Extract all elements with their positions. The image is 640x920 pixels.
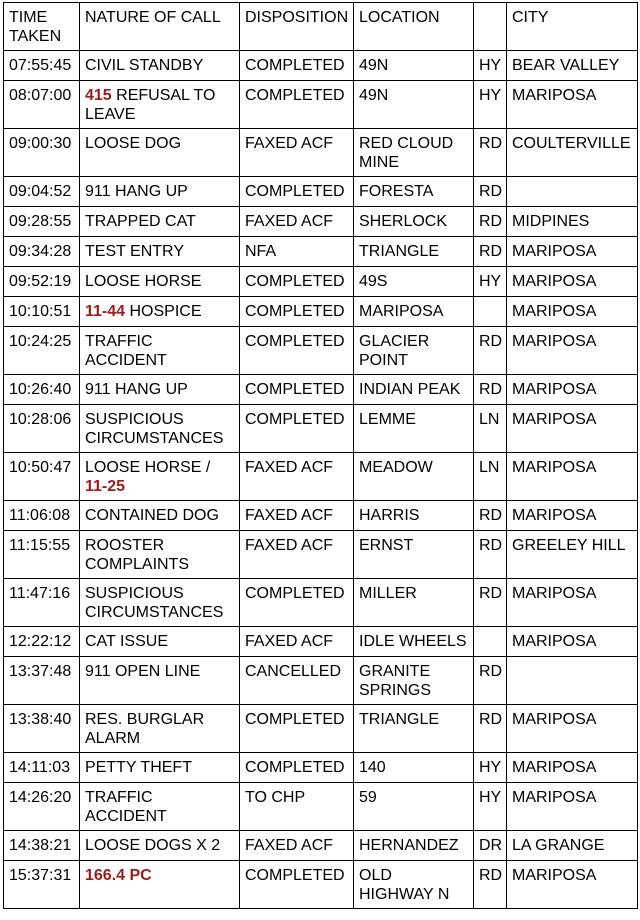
- table-row: [4, 627, 638, 657]
- cell-time: 11:06:08: [4, 501, 80, 531]
- cell-disposition: COMPLETED: [240, 375, 354, 405]
- cell-suffix: HY: [474, 51, 507, 81]
- cell-time: 13:37:48: [4, 657, 80, 705]
- cell-city: [507, 177, 638, 207]
- cell-disposition: COMPLETED: [240, 579, 354, 627]
- table-row: [4, 453, 638, 501]
- cell-nature: [80, 861, 240, 909]
- cell-time: 07:55:45: [4, 51, 80, 81]
- cell-city: MARIPOSA: [507, 297, 638, 327]
- cell-disposition: COMPLETED: [240, 267, 354, 297]
- nature-text: 911 HANG UP: [85, 183, 188, 200]
- header-location: LOCATION: [354, 3, 474, 51]
- cell-suffix: RD: [474, 207, 507, 237]
- nature-text: CAT ISSUE: [85, 633, 168, 650]
- cell-disposition: COMPLETED: [240, 861, 354, 909]
- cell-suffix: HY: [474, 267, 507, 297]
- cell-suffix: RD: [474, 327, 507, 375]
- table-row: [4, 177, 638, 207]
- cell-nature: [80, 753, 240, 783]
- cell-time: 09:34:28: [4, 237, 80, 267]
- cell-disposition: FAXED ACF: [240, 627, 354, 657]
- cell-time: 13:38:40: [4, 705, 80, 753]
- cell-location: 49S: [354, 267, 474, 297]
- cell-city: MARIPOSA: [507, 405, 638, 453]
- cell-location: IDLE WHEELS: [354, 627, 474, 657]
- cell-nature: [80, 327, 240, 375]
- cell-city: MARIPOSA: [507, 267, 638, 297]
- table-row: [4, 297, 638, 327]
- cell-nature: [80, 501, 240, 531]
- cell-location: 49N: [354, 51, 474, 81]
- cell-location: ERNST: [354, 531, 474, 579]
- cell-suffix: RD: [474, 861, 507, 909]
- cell-time: 15:37:31: [4, 861, 80, 909]
- cell-time: 14:11:03: [4, 753, 80, 783]
- table-row: [4, 129, 638, 177]
- nature-text: SUSPICIOUS CIRCUMSTANCES: [85, 411, 224, 447]
- cell-nature: [80, 405, 240, 453]
- call-code: 415: [85, 87, 112, 104]
- cell-suffix: RD: [474, 375, 507, 405]
- cell-time: 10:10:51: [4, 297, 80, 327]
- table-row: [4, 753, 638, 783]
- cell-suffix: LN: [474, 453, 507, 501]
- cell-location: MARIPOSA: [354, 297, 474, 327]
- cell-city: MARIPOSA: [507, 783, 638, 831]
- cell-city: COULTERVILLE: [507, 129, 638, 177]
- cell-city: MARIPOSA: [507, 81, 638, 129]
- cell-time: 10:24:25: [4, 327, 80, 375]
- cell-disposition: COMPLETED: [240, 753, 354, 783]
- cell-disposition: COMPLETED: [240, 405, 354, 453]
- cell-disposition: FAXED ACF: [240, 453, 354, 501]
- cell-disposition: FAXED ACF: [240, 831, 354, 861]
- nature-text: RES. BURGLAR ALARM: [85, 711, 205, 747]
- cell-nature: [80, 207, 240, 237]
- cell-disposition: COMPLETED: [240, 81, 354, 129]
- cell-disposition: COMPLETED: [240, 297, 354, 327]
- nature-text: 911 HANG UP: [85, 381, 188, 398]
- cell-location: INDIAN PEAK: [354, 375, 474, 405]
- nature-text: TRAPPED CAT: [85, 213, 196, 230]
- nature-text: 911 OPEN LINE: [85, 663, 201, 680]
- cell-suffix: RD: [474, 129, 507, 177]
- cell-time: 09:00:30: [4, 129, 80, 177]
- call-code: 11-44: [85, 303, 126, 320]
- nature-text: TEST ENTRY: [85, 243, 184, 260]
- cell-location: FORESTA: [354, 177, 474, 207]
- cell-location: MILLER: [354, 579, 474, 627]
- cell-city: [507, 657, 638, 705]
- table-row: [4, 861, 638, 909]
- cell-time: 14:26:20: [4, 783, 80, 831]
- nature-text: PETTY THEFT: [85, 759, 192, 776]
- cell-city: GREELEY HILL: [507, 531, 638, 579]
- header-row: [4, 3, 638, 51]
- cell-city: MARIPOSA: [507, 753, 638, 783]
- cell-time: 11:15:55: [4, 531, 80, 579]
- cell-nature: [80, 237, 240, 267]
- call-code: 166.4 PC: [85, 867, 152, 884]
- cell-time: 11:47:16: [4, 579, 80, 627]
- cell-location: TRIANGLE: [354, 705, 474, 753]
- cell-nature: [80, 705, 240, 753]
- cell-suffix: [474, 627, 507, 657]
- nature-text: LOOSE HORSE /: [85, 459, 211, 476]
- cell-time: 09:04:52: [4, 177, 80, 207]
- table-row: [4, 531, 638, 579]
- cell-disposition: COMPLETED: [240, 177, 354, 207]
- table-row: [4, 207, 638, 237]
- cell-disposition: NFA: [240, 237, 354, 267]
- cell-nature: [80, 375, 240, 405]
- cell-location: SHERLOCK: [354, 207, 474, 237]
- cell-nature: [80, 579, 240, 627]
- cell-nature: [80, 129, 240, 177]
- cell-disposition: FAXED ACF: [240, 207, 354, 237]
- cell-city: BEAR VALLEY: [507, 51, 638, 81]
- cell-nature: [80, 177, 240, 207]
- call-code: 11-25: [85, 478, 126, 495]
- cell-location: OLD HIGHWAY N: [354, 861, 474, 909]
- cell-city: MARIPOSA: [507, 453, 638, 501]
- cell-suffix: LN: [474, 405, 507, 453]
- cell-nature: [80, 453, 240, 501]
- cell-disposition: TO CHP: [240, 783, 354, 831]
- nature-text: REFUSAL TO LEAVE: [85, 87, 216, 123]
- table-row: [4, 783, 638, 831]
- cell-suffix: DR: [474, 831, 507, 861]
- cell-disposition: COMPLETED: [240, 705, 354, 753]
- nature-text: LOOSE DOG: [85, 135, 182, 152]
- header-time: TIME TAKEN: [4, 3, 80, 51]
- cell-suffix: [474, 297, 507, 327]
- table-row: [4, 267, 638, 297]
- header-disposition: DISPOSITION: [240, 3, 354, 51]
- cell-time: 12:22:12: [4, 627, 80, 657]
- cell-suffix: HY: [474, 753, 507, 783]
- cell-city: MIDPINES: [507, 207, 638, 237]
- cell-suffix: RD: [474, 705, 507, 753]
- cell-city: MARIPOSA: [507, 237, 638, 267]
- cell-nature: [80, 81, 240, 129]
- cell-suffix: RD: [474, 501, 507, 531]
- cell-suffix: RD: [474, 579, 507, 627]
- nature-text: CONTAINED DOG: [85, 507, 219, 524]
- cell-city: MARIPOSA: [507, 501, 638, 531]
- call-log-table: [3, 2, 638, 909]
- table-row: [4, 501, 638, 531]
- cell-nature: [80, 657, 240, 705]
- cell-location: LEMME: [354, 405, 474, 453]
- table-row: [4, 51, 638, 81]
- cell-city: MARIPOSA: [507, 627, 638, 657]
- table-row: [4, 579, 638, 627]
- cell-suffix: HY: [474, 783, 507, 831]
- cell-city: MARIPOSA: [507, 579, 638, 627]
- cell-location: 59: [354, 783, 474, 831]
- nature-text: SUSPICIOUS CIRCUMSTANCES: [85, 585, 224, 621]
- cell-suffix: RD: [474, 237, 507, 267]
- cell-nature: [80, 51, 240, 81]
- cell-city: MARIPOSA: [507, 327, 638, 375]
- cell-location: MEADOW: [354, 453, 474, 501]
- cell-nature: [80, 297, 240, 327]
- cell-disposition: FAXED ACF: [240, 129, 354, 177]
- cell-location: HARRIS: [354, 501, 474, 531]
- cell-city: LA GRANGE: [507, 831, 638, 861]
- cell-disposition: FAXED ACF: [240, 501, 354, 531]
- cell-suffix: HY: [474, 81, 507, 129]
- cell-time: 08:07:00: [4, 81, 80, 129]
- header-suffix: [474, 3, 507, 51]
- nature-text: LOOSE HORSE: [85, 273, 202, 290]
- cell-location: TRIANGLE: [354, 237, 474, 267]
- cell-nature: [80, 831, 240, 861]
- cell-location: GLACIER POINT: [354, 327, 474, 375]
- header-nature: NATURE OF CALL: [80, 3, 240, 51]
- cell-time: 10:28:06: [4, 405, 80, 453]
- nature-text: TRAFFIC ACCIDENT: [85, 789, 167, 825]
- nature-text: CIVIL STANDBY: [85, 57, 204, 74]
- nature-text: HOSPICE: [125, 303, 202, 320]
- nature-text: LOOSE DOGS X 2: [85, 837, 221, 854]
- table-row: [4, 831, 638, 861]
- table-row: [4, 81, 638, 129]
- cell-city: MARIPOSA: [507, 375, 638, 405]
- nature-text: TRAFFIC ACCIDENT: [85, 333, 167, 369]
- cell-time: 09:52:19: [4, 267, 80, 297]
- nature-text: ROOSTER COMPLAINTS: [85, 537, 190, 573]
- cell-disposition: FAXED ACF: [240, 531, 354, 579]
- cell-time: 10:26:40: [4, 375, 80, 405]
- cell-location: RED CLOUD MINE: [354, 129, 474, 177]
- table-row: [4, 657, 638, 705]
- cell-location: GRANITE SPRINGS: [354, 657, 474, 705]
- cell-city: MARIPOSA: [507, 705, 638, 753]
- table-row: [4, 405, 638, 453]
- table-row: [4, 237, 638, 267]
- table-row: [4, 327, 638, 375]
- header-city: CITY: [507, 3, 638, 51]
- cell-time: 09:28:55: [4, 207, 80, 237]
- cell-nature: [80, 267, 240, 297]
- cell-suffix: RD: [474, 531, 507, 579]
- cell-suffix: RD: [474, 177, 507, 207]
- cell-disposition: COMPLETED: [240, 51, 354, 81]
- cell-nature: [80, 783, 240, 831]
- cell-location: HERNANDEZ: [354, 831, 474, 861]
- cell-time: 14:38:21: [4, 831, 80, 861]
- cell-location: 49N: [354, 81, 474, 129]
- cell-suffix: RD: [474, 657, 507, 705]
- cell-nature: [80, 531, 240, 579]
- cell-disposition: CANCELLED: [240, 657, 354, 705]
- cell-location: 140: [354, 753, 474, 783]
- cell-nature: [80, 627, 240, 657]
- cell-city: MARIPOSA: [507, 861, 638, 909]
- call-log-body: [4, 51, 638, 909]
- cell-disposition: COMPLETED: [240, 327, 354, 375]
- cell-time: 10:50:47: [4, 453, 80, 501]
- table-row: [4, 375, 638, 405]
- table-row: [4, 705, 638, 753]
